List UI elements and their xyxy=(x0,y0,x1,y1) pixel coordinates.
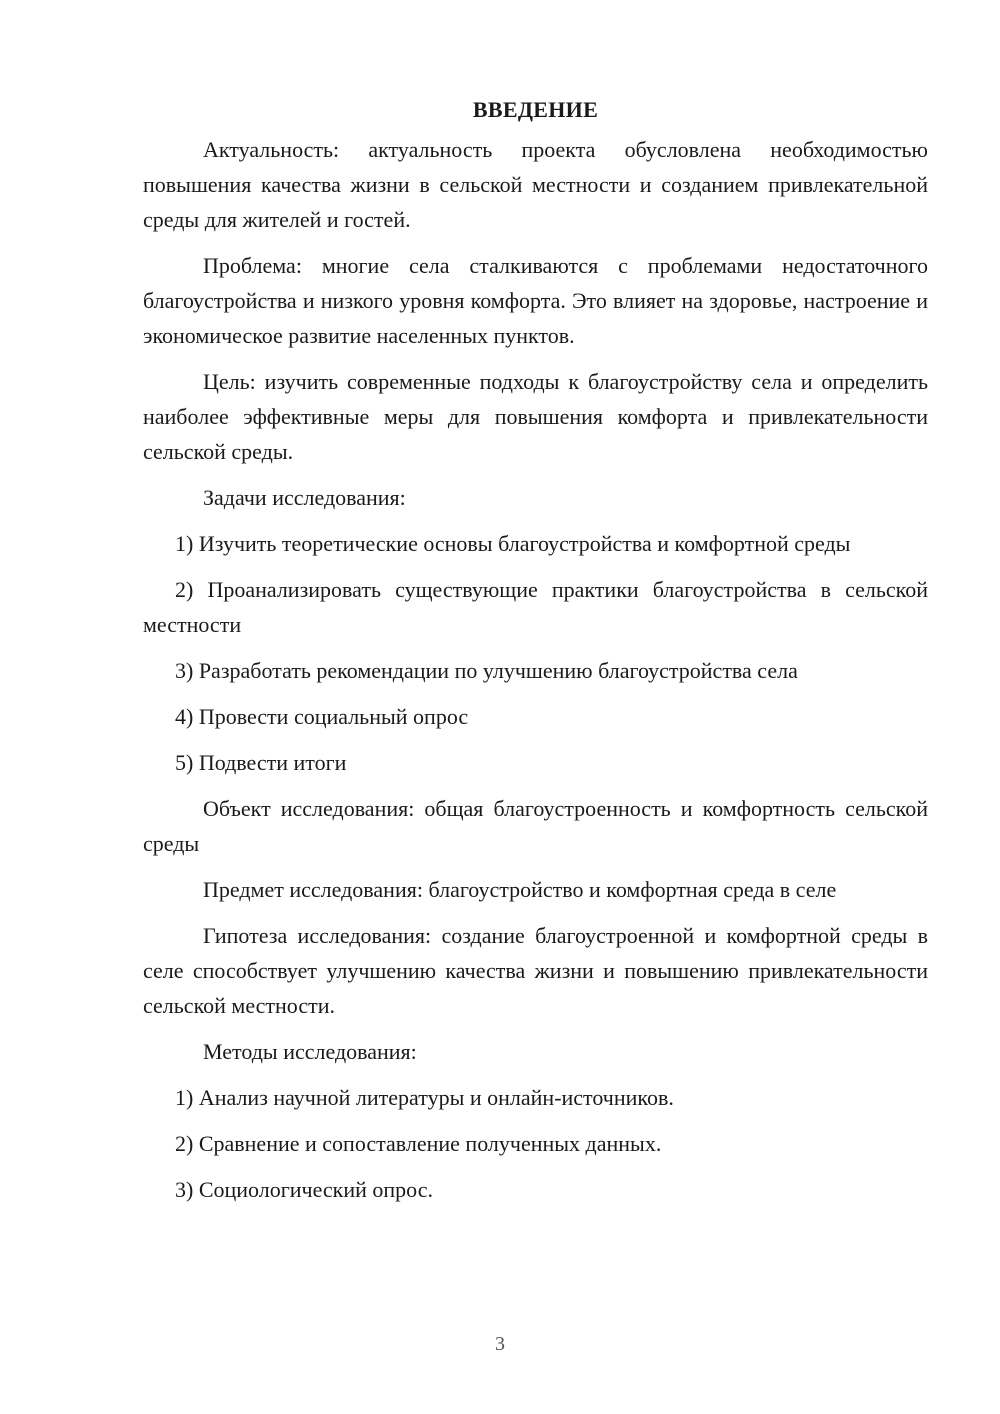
problem-paragraph: Проблема: многие села сталкиваются с проблемами недостаточного благоустройства и низкого уровня комфорта. Это влияет на здоровье, настроение и экономическое развитие населенных пунктов. xyxy=(143,253,928,348)
object-paragraph: Объект исследования: общая благоустроенность и комфортность сельской среды xyxy=(143,796,928,856)
tasks-heading: Задачи исследования: xyxy=(203,485,406,510)
goal-paragraph: Цель: изучить современные подходы к благоустройству села и определить наиболее эффективные меры для повышения комфорта и привлекательности сельской среды. xyxy=(143,369,928,464)
task-item: 4) Провести социальный опрос xyxy=(175,704,469,729)
document-page xyxy=(143,92,928,1218)
task-item: 1) Изучить теоретические основы благоустройства и комфортной среды xyxy=(175,531,851,556)
relevance-paragraph: Актуальность: актуальность проекта обусловлена необходимостью повышения качества жизни в сельской местности и созданием привлекательной среды для жителей и гостей. xyxy=(143,137,928,232)
method-item: 1) Анализ научной литературы и онлайн-источников. xyxy=(175,1085,674,1110)
methods-heading: Методы исследования: xyxy=(203,1039,417,1064)
task-item: 3) Разработать рекомендации по улучшению благоустройства села xyxy=(175,658,798,683)
method-item: 3) Социологический опрос. xyxy=(175,1177,433,1202)
task-item: 5) Подвести итоги xyxy=(175,750,347,775)
task-item: 2) Проанализировать существующие практики благоустройства в сельской местности xyxy=(143,577,928,637)
method-item: 2) Сравнение и сопоставление полученных данных. xyxy=(175,1131,662,1156)
page-number: 3 xyxy=(495,1333,505,1355)
subject-paragraph: Предмет исследования: благоустройство и комфортная среда в селе xyxy=(203,877,837,902)
tasks-list xyxy=(143,526,928,780)
methods-list xyxy=(143,1080,928,1207)
hypothesis-paragraph: Гипотеза исследования: создание благоустроенной и комфортной среды в селе способствует улучшению качества жизни и повышению привлекательности сельской местности. xyxy=(143,923,928,1018)
page-title: ВВЕДЕНИЕ xyxy=(472,97,599,122)
